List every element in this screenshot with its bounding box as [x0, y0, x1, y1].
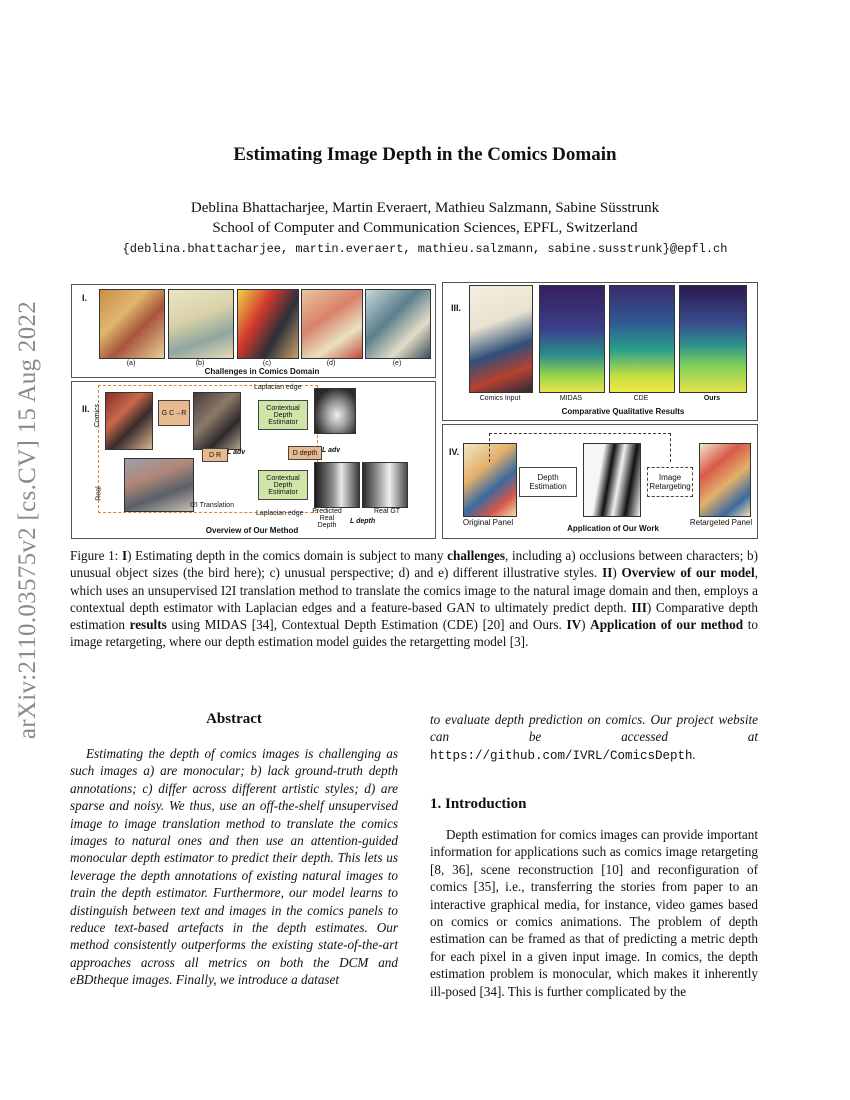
panel-application — [442, 424, 758, 539]
depth-estimator-2 — [258, 470, 308, 500]
affiliation: School of Computer and Communication Sciences, EPFL, Switzerland — [212, 220, 638, 236]
estimator-1-label: Contextual Depth Estimator — [266, 404, 300, 426]
comics-input-result — [469, 285, 533, 393]
depth-estimator-1 — [258, 400, 308, 430]
original-panel-label: Original Panel — [462, 518, 514, 527]
panel-results — [442, 282, 758, 421]
paper-title: Estimating Image Depth in the Comics Domain — [233, 144, 617, 165]
abstract-body: Estimating the depth of comics images is challenging as such images a) are monocular; b) lack ground-truth depth annotations; c) differ across different artistic styles; d) are sparse and noisy. We thus, use an off-the-shelf unsupervised image to image translation method to translate the comics images to natural ones and then use an attention-guided monocular depth estimator to predict their depth. This lets us leverage the depth annotations of existing natural images to train the depth estimator. Furthermore, our model learns to distinguish between text and images in the comics panels to reduce text-based artefacts in the depth estimates. Our method consistently outperforms the existing state-of-the-art approaches across all metrics on both the DCM and eBDtheque images. Finally, we introduce a dataset — [70, 746, 398, 988]
ours-result — [679, 285, 747, 393]
comic-image-d — [301, 289, 363, 359]
abstract-continued-text: to evaluate depth prediction on comics. Our project website can be accessed at — [430, 712, 758, 745]
caption-b4: Overview of our model — [621, 565, 755, 581]
predicted-depth — [314, 462, 360, 508]
cde-result — [609, 285, 675, 393]
caption-t3: ) — [612, 565, 622, 581]
project-url[interactable]: https://github.com/IVRL/ComicsDepth — [430, 748, 693, 763]
sublabel-e: (e) — [392, 360, 402, 367]
depth-estimation-box — [519, 467, 577, 497]
sublabel-d: (d) — [326, 360, 336, 367]
image-retargeting-label: Image Retargeting — [649, 473, 691, 491]
real-label: Real — [95, 486, 103, 501]
panel-overview — [71, 381, 436, 539]
real-image — [124, 458, 194, 512]
retargeted-panel-label: Retargeted Panel — [689, 518, 753, 527]
generator-label: G C→R — [161, 409, 187, 417]
cde-label: CDE — [633, 395, 649, 402]
caption-fig: Figure 1: — [70, 548, 122, 563]
feedback-arrow — [489, 433, 671, 462]
caption-t2: , including a) occlusions between characters; b) unusual object sizes (the bird here); c) unusual perspective; d) and e) different illustrative styles. — [70, 548, 758, 581]
caption-t8: to image retargeting, where our depth estimation model guides the retargetting model [3]. — [70, 617, 758, 650]
translated-image — [193, 392, 241, 450]
comic-image-a — [99, 289, 165, 359]
depth-map-1 — [314, 388, 356, 434]
caption-t4: , which uses an unsupervised I2I translation method to translate the comics image to the natural image domain and then, employs a contextual depth estimator with Laplacian edges and a feature-based GAN to ultimately predict depth. — [70, 565, 758, 615]
panel-3-caption: Comparative Qualitative Results — [561, 407, 685, 416]
sublabel-b: (b) — [195, 360, 205, 367]
laplacian-label-1: Laplacian edge — [254, 384, 302, 391]
panel-4-caption: Application of Our Work — [567, 524, 659, 533]
i2i-label: I2I Translation — [190, 502, 234, 509]
d-depth-block — [288, 446, 322, 460]
introduction-body: Depth estimation for comics images can provide important information for applications such as comics image retargeting [8, 36], scene reconstruction [10] and reconfiguration of comics [35], i.e., transferring the stories from paper to an interactive graphical media, for instance, video games based on comics or comics animations. The problem of depth estimation can be framed as that of predicting a metric depth for each pixel in a given input image. In comics, the depth estimation problem is monocular, which makes it inherently ill-posed [34]. This is further complicated by the — [430, 827, 758, 999]
abstract-continued — [430, 711, 758, 765]
arxiv-id: arXiv:2110.03575v2 [cs.CV] 15 Aug 2022 — [14, 300, 41, 740]
image-retargeting-box — [647, 467, 693, 497]
comic-image-b — [168, 289, 234, 359]
author-emails: {deblina.bhattacharjee, martin.everaert, mathieu.salzmann, sabine.susstrunk}@epfl.ch — [122, 242, 728, 256]
comic-image-e — [365, 289, 431, 359]
midas-result — [539, 285, 605, 393]
panel-2-caption: Overview of Our Method — [205, 526, 299, 535]
ladv-label-1: L adv — [227, 449, 246, 456]
dr-label: D R — [208, 451, 222, 459]
arxiv-sidebar — [8, 285, 48, 755]
figure-caption — [70, 547, 758, 651]
caption-t6: using MIDAS [34], Contextual Depth Estimation (CDE) [20] and Ours. — [166, 617, 567, 633]
panel-4-label: IV. — [449, 447, 460, 457]
ours-label: Ours — [703, 395, 721, 402]
midas-label: MIDAS — [559, 395, 583, 402]
generator-block — [158, 400, 190, 426]
sublabel-c: (c) — [262, 360, 272, 367]
introduction-heading: 1. Introduction — [430, 796, 527, 812]
depth-estimation-label: Depth Estimation — [529, 473, 567, 491]
laplacian-label-2: Laplacian edge — [256, 510, 304, 517]
comic-image-c — [237, 289, 299, 359]
abstract-end: . — [692, 746, 696, 762]
authors: Deblina Bhattacharjee, Martin Everaert, Mathieu Salzmann, Sabine Süsstrunk — [190, 200, 660, 216]
caption-b7: IV — [566, 617, 582, 633]
ldepth-label: L depth — [350, 518, 376, 525]
caption-b8: Application of our method — [590, 617, 744, 633]
ladv-label-2: L adv — [322, 447, 341, 454]
caption-t1: ) Estimating depth in the comics domain is subject to many — [127, 548, 448, 563]
real-gt-label: Real GT — [374, 508, 401, 515]
predicted-label: Predicted Real Depth — [312, 508, 342, 529]
caption-t7: ) — [581, 617, 591, 633]
caption-b2: challenges — [447, 548, 506, 563]
caption-b3: II — [602, 565, 613, 581]
comics-label: Comics — [94, 403, 102, 428]
d-depth-label: D depth — [292, 449, 318, 457]
estimator-2-label: Contextual Depth Estimator — [266, 474, 300, 496]
panel-1-caption: Challenges in Comics Domain — [204, 367, 320, 376]
panel-3-label: III. — [451, 303, 462, 313]
sublabel-a: (a) — [126, 360, 136, 367]
caption-b6: results — [129, 617, 167, 633]
caption-b5: III — [631, 599, 647, 615]
panel-1-label: I. — [82, 293, 88, 303]
comics-input-image — [105, 392, 153, 450]
abstract-heading: Abstract — [206, 711, 262, 727]
panel-challenges — [71, 284, 436, 378]
panel-2-label: II. — [82, 404, 90, 414]
real-gt-depth — [362, 462, 408, 508]
dr-block — [202, 448, 228, 462]
comics-input-label: Comics Input — [479, 395, 521, 402]
retargeted-panel-image — [699, 443, 751, 517]
caption-t5: ) Comparative depth estimation — [70, 599, 758, 633]
caption-b1: I — [122, 548, 128, 563]
